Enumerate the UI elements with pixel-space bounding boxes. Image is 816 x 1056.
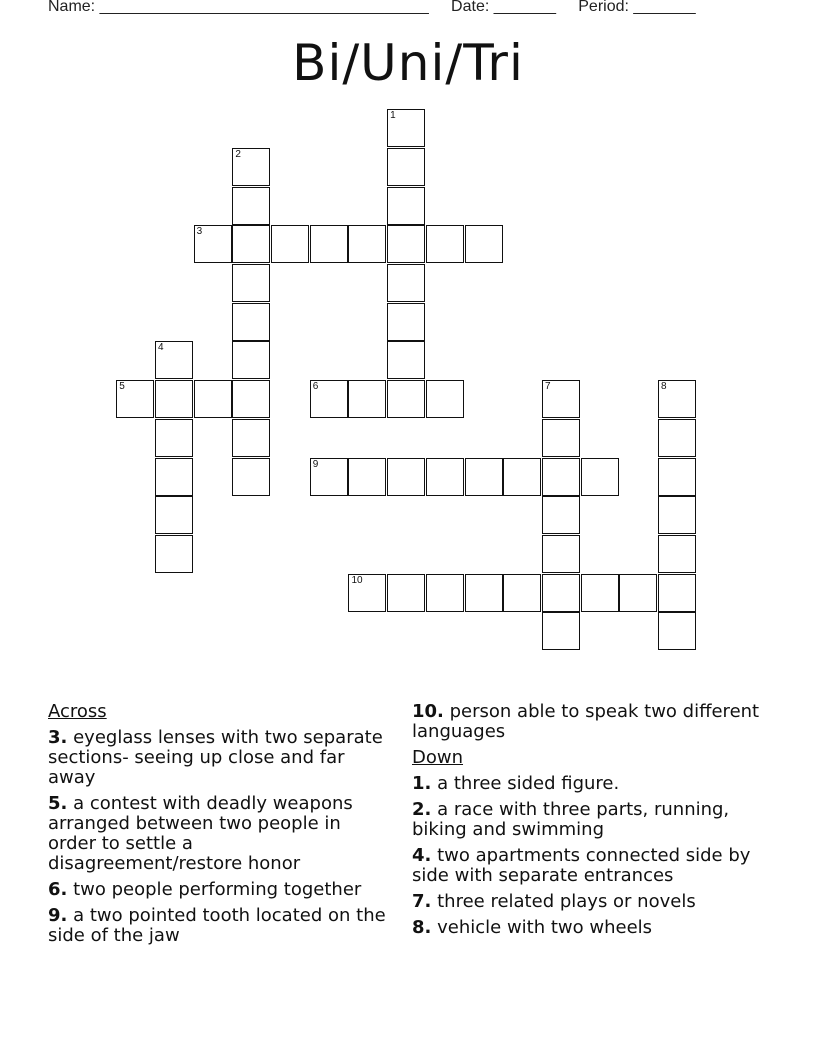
clue-across-10 <box>412 702 762 742</box>
cell-number: 3 <box>196 226 203 238</box>
clue-down-4 <box>412 846 762 886</box>
grid-cell[interactable] <box>232 264 270 302</box>
grid-cell[interactable] <box>387 148 425 186</box>
clue-text: two people performing together <box>73 879 362 900</box>
clue-number: 9. <box>48 905 68 926</box>
grid-cell[interactable] <box>387 187 425 225</box>
grid-cell[interactable] <box>348 225 386 263</box>
grid-cell[interactable] <box>232 187 270 225</box>
clue-number: 5. <box>48 793 68 814</box>
grid-cell[interactable] <box>271 225 309 263</box>
grid-cell[interactable] <box>465 574 503 612</box>
grid-cell[interactable] <box>426 225 464 263</box>
cell-number: 1 <box>390 110 396 122</box>
page-title: Bi/Uni/Tri <box>292 34 524 92</box>
grid-cell[interactable] <box>581 574 619 612</box>
grid-cell[interactable] <box>542 535 580 573</box>
clue-number: 4. <box>412 845 432 866</box>
clue-text: person able to speak two different languages <box>412 701 760 742</box>
grid-cell[interactable] <box>232 148 270 186</box>
grid-cell[interactable] <box>503 574 541 612</box>
grid-cell[interactable] <box>387 574 425 612</box>
grid-cell[interactable] <box>387 264 425 302</box>
grid-cell[interactable] <box>232 419 270 457</box>
cell-number: 10 <box>351 574 363 586</box>
grid-cell[interactable] <box>658 380 696 418</box>
grid-cell[interactable] <box>310 380 348 418</box>
grid-cell[interactable] <box>310 458 348 496</box>
grid-cell[interactable] <box>542 419 580 457</box>
grid-cell[interactable] <box>581 458 619 496</box>
clues-left-column <box>48 702 388 952</box>
grid-cell[interactable] <box>387 380 425 418</box>
clue-across-6 <box>48 880 388 900</box>
clue-across-5 <box>48 794 388 874</box>
clue-number: 7. <box>412 891 432 912</box>
grid-cell[interactable] <box>387 458 425 496</box>
grid-cell[interactable] <box>155 458 193 496</box>
clue-number: 8. <box>412 917 432 938</box>
clue-down-7 <box>412 892 762 912</box>
grid-cell[interactable] <box>116 380 154 418</box>
grid-cell[interactable] <box>348 458 386 496</box>
grid-cell[interactable] <box>658 458 696 496</box>
cell-number: 8 <box>661 381 667 393</box>
grid-cell[interactable] <box>658 496 696 534</box>
clue-text: eyeglass lenses with two separate sections- seeing up close and far away <box>48 727 383 788</box>
grid-cell[interactable] <box>426 574 464 612</box>
grid-cell[interactable] <box>542 574 580 612</box>
grid-cell[interactable] <box>503 458 541 496</box>
grid-cell[interactable] <box>542 458 580 496</box>
grid-cell[interactable] <box>658 535 696 573</box>
clue-text: a race with three parts, running, biking and swimming <box>412 799 730 840</box>
grid-cell[interactable] <box>155 341 193 379</box>
down-heading: Down <box>412 747 464 768</box>
clue-number: 1. <box>412 773 432 794</box>
grid-cell[interactable] <box>387 109 425 147</box>
clue-across-9 <box>48 906 388 946</box>
grid-cell[interactable] <box>155 380 193 418</box>
grid-cell[interactable] <box>542 496 580 534</box>
clue-text: two apartments connected side by side with separate entrances <box>412 845 751 886</box>
clue-down-1 <box>412 774 762 794</box>
grid-cell[interactable] <box>232 303 270 341</box>
grid-cell[interactable] <box>348 380 386 418</box>
grid-cell[interactable] <box>155 419 193 457</box>
grid-cell[interactable] <box>542 380 580 418</box>
clue-text: a contest with deadly weapons arranged between two people in order to settle a disagreement/restore honor <box>48 793 353 874</box>
grid-cell[interactable] <box>348 574 386 612</box>
grid-cell[interactable] <box>155 535 193 573</box>
cell-number: 2 <box>235 148 241 160</box>
cell-number: 6 <box>312 381 319 393</box>
clue-down-2 <box>412 800 762 840</box>
cell-number: 5 <box>119 381 125 393</box>
clue-down-8 <box>412 918 762 938</box>
clues-right-column <box>412 702 762 944</box>
clue-number: 6. <box>48 879 68 900</box>
clue-text: a three sided figure. <box>437 773 620 794</box>
name-date-period-line: Name: _____________________________________ Date: _______ Period: _______ <box>48 0 696 15</box>
clue-text: a two pointed tooth located on the side of the jaw <box>48 905 386 946</box>
grid-cell[interactable] <box>194 380 232 418</box>
cell-number: 9 <box>312 458 319 470</box>
grid-cell[interactable] <box>426 380 464 418</box>
grid-cell[interactable] <box>658 612 696 650</box>
grid-cell[interactable] <box>232 380 270 418</box>
clue-across-3 <box>48 728 388 788</box>
grid-cell[interactable] <box>232 225 270 263</box>
grid-cell[interactable] <box>658 419 696 457</box>
grid-cell[interactable] <box>232 341 270 379</box>
grid-cell[interactable] <box>658 574 696 612</box>
grid-cell[interactable] <box>465 458 503 496</box>
grid-cell[interactable] <box>465 225 503 263</box>
cell-number: 7 <box>544 381 551 393</box>
grid-cell[interactable] <box>387 225 425 263</box>
clue-number: 10. <box>412 701 444 722</box>
grid-cell[interactable] <box>426 458 464 496</box>
grid-cell[interactable] <box>387 341 425 379</box>
clue-number: 3. <box>48 727 68 748</box>
clue-text: three related plays or novels <box>437 891 696 912</box>
grid-cell[interactable] <box>542 612 580 650</box>
clue-number: 2. <box>412 799 432 820</box>
grid-cell[interactable] <box>194 225 232 263</box>
across-heading: Across <box>48 701 107 722</box>
clue-text: vehicle with two wheels <box>437 917 653 938</box>
grid-cell[interactable] <box>619 574 657 612</box>
cell-number: 4 <box>157 342 164 354</box>
grid-cell[interactable] <box>232 458 270 496</box>
grid-cell[interactable] <box>387 303 425 341</box>
grid-cell[interactable] <box>310 225 348 263</box>
grid-cell[interactable] <box>155 496 193 534</box>
